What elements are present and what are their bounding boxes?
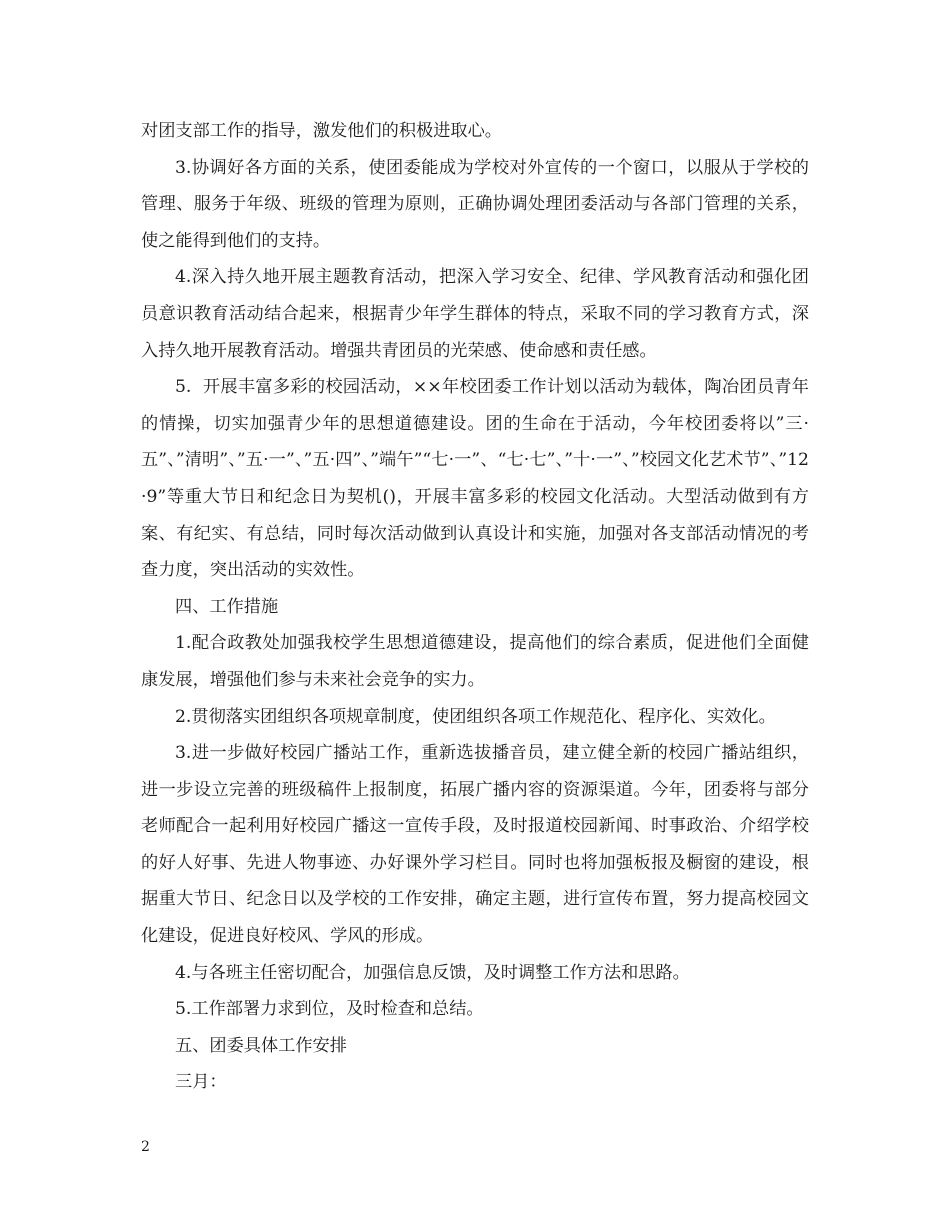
paragraph: 4.深入持久地开展主题教育活动，把深入学习安全、纪律、学风教育活动和强化团员意识教育活动结合起来，根据青少年学生群体的特点，采取不同的学习教育方式，深入持久地开展教育活动。增强共青团员的光荣感、使命感和责任感。 [141, 267, 809, 361]
paragraph: 2.贯彻落实团组织各项规章制度，使团组织各项工作规范化、程序化、实效化。 [175, 706, 776, 727]
paragraph: 4.与各班主任密切配合，加强信息反馈，及时调整工作方法和思路。 [175, 962, 690, 983]
section-heading: 五、团委具体工作安排 [175, 1035, 347, 1056]
paragraph: 1.配合政教处加强我校学生思想道德建设，提高他们的综合素质，促进他们全面健康发展，增强他们参与未来社会竞争的实力。 [141, 633, 809, 690]
paragraph: 5. 开展丰富多彩的校园活动，××年校团委工作计划以活动为载体，陶冶团员青年的情操，切实加强青少年的思想道德建设。团的生命在于活动，今年校团委将以”三·五”、”清明”、”五·一”、”五·四”、”端午”“七·一”、“七·七”、”十·一”、”校园文化艺术节”、”12·9”等重大节日和纪念日为契机()，开展丰富多彩的校园文化活动。大型活动做到有方案、有纪实、有总结，同时每次活动做到认真设计和实施，加强对各支部活动情况的考查力度，突出活动的实效性。 [141, 377, 809, 581]
page-number: 2 [141, 1139, 150, 1155]
paragraph: 3.协调好各方面的关系，使团委能成为学校对外宣传的一个窗口，以服从于学校的管理、服务于年级、班级的管理为原则，正确协调处理团委活动与各部门管理的关系，使之能得到他们的支持。 [141, 157, 809, 251]
paragraph: 对团支部工作的指导，激发他们的积极进取心。 [141, 121, 502, 141]
paragraph: 三月： [175, 1072, 227, 1093]
document-body [141, 113, 809, 1101]
section-heading: 四、工作措施 [175, 596, 279, 617]
paragraph: 3.进一步做好校园广播站工作，重新选拔播音员，建立健全新的校园广播站组织，进一步设立完善的班级稿件上报制度，拓展广播内容的资源渠道。今年，团委将与部分老师配合一起利用好校园广播这一宣传手段，及时报道校园新闻、时事政治、介绍学校的好人好事、先进人物事迹、办好课外学习栏目。同时也将加强板报及橱窗的建设，根据重大节日、纪念日以及学校的工作安排，确定主题，进行宣传布置，努力提高校园文化建设，促进良好校风、学风的形成。 [141, 743, 809, 947]
paragraph: 5.工作部署力求到位，及时检查和总结。 [175, 999, 484, 1020]
